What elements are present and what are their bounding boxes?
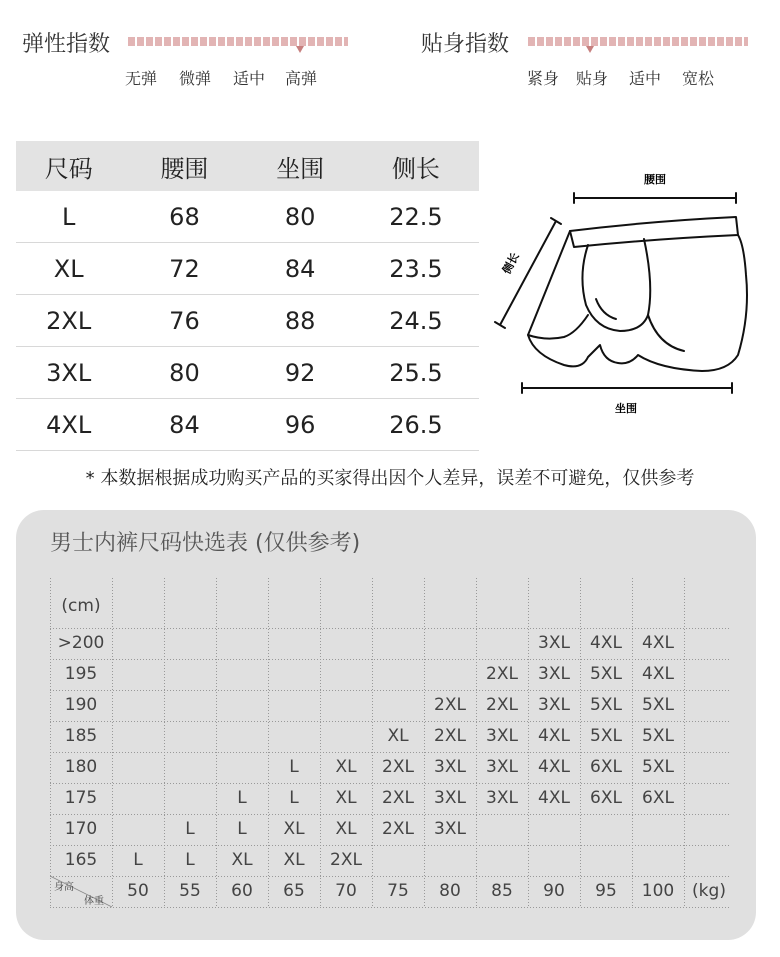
size-cell: 3XL bbox=[486, 788, 518, 808]
size-cell: 4XL bbox=[538, 757, 570, 777]
size-cell: 3XL bbox=[538, 633, 570, 653]
size-cell: 3XL bbox=[538, 695, 570, 715]
size-cell: L bbox=[185, 850, 195, 870]
fit-option: 紧身 bbox=[527, 69, 560, 88]
cell: 84 bbox=[247, 243, 352, 295]
height-label: 180 bbox=[64, 757, 98, 777]
size-selector-grid bbox=[50, 578, 730, 908]
size-cell: 4XL bbox=[642, 633, 674, 653]
size-cell: L bbox=[289, 757, 299, 777]
size-cell: 2XL bbox=[434, 726, 466, 746]
fit-marker-icon bbox=[586, 46, 594, 53]
size-cell: 3XL bbox=[434, 788, 466, 808]
size-cell: 2XL bbox=[486, 664, 518, 684]
size-cell: 5XL bbox=[642, 726, 674, 746]
size-cell: L bbox=[237, 788, 247, 808]
size-cell: XL bbox=[231, 850, 253, 870]
size-cell: XL bbox=[335, 788, 357, 808]
weight-label: 75 bbox=[387, 881, 409, 901]
table-row bbox=[16, 243, 479, 295]
elasticity-option: 无弹 bbox=[125, 69, 158, 88]
fit-option: 宽松 bbox=[682, 69, 715, 88]
cell: 80 bbox=[247, 191, 352, 243]
size-cell: L bbox=[133, 850, 143, 870]
size-cell: XL bbox=[387, 726, 409, 746]
corner-height-label: 身高 bbox=[54, 882, 74, 893]
elasticity-option: 高弹 bbox=[285, 69, 318, 88]
cell: 96 bbox=[247, 399, 352, 451]
cell: 84 bbox=[121, 399, 247, 451]
table-row bbox=[16, 399, 479, 451]
size-cell: 2XL bbox=[330, 850, 362, 870]
underwear-diagram bbox=[492, 165, 762, 425]
size-cell: 4XL bbox=[538, 788, 570, 808]
height-label: 185 bbox=[64, 726, 98, 746]
elasticity-title: 弹性指数 bbox=[22, 32, 111, 57]
weight-label: 80 bbox=[439, 881, 461, 901]
elasticity-option: 适中 bbox=[233, 69, 266, 88]
cell: 2XL bbox=[16, 295, 121, 347]
fit-option: 贴身 bbox=[576, 69, 609, 88]
cell: L bbox=[16, 191, 121, 243]
height-label: 165 bbox=[64, 850, 98, 870]
size-cell: 5XL bbox=[590, 726, 622, 746]
cell: 88 bbox=[247, 295, 352, 347]
size-cell: 5XL bbox=[642, 695, 674, 715]
elasticity-bar bbox=[128, 37, 348, 46]
size-cell: 3XL bbox=[486, 757, 518, 777]
elasticity-marker-icon bbox=[296, 46, 304, 53]
cell: 26.5 bbox=[353, 399, 479, 451]
header-side-length: 侧长 bbox=[353, 141, 479, 191]
weight-label: 50 bbox=[127, 881, 149, 901]
size-cell: XL bbox=[283, 819, 305, 839]
size-cell: L bbox=[237, 819, 247, 839]
size-table bbox=[16, 141, 479, 451]
size-cell: 2XL bbox=[382, 757, 414, 777]
size-cell: 6XL bbox=[642, 788, 674, 808]
table-row bbox=[16, 295, 479, 347]
cell: XL bbox=[16, 243, 121, 295]
disclaimer-note: * 本数据根据成功购买产品的买家得出因个人差异，误差不可避免，仅供参考 bbox=[85, 468, 695, 489]
size-cell: 3XL bbox=[434, 819, 466, 839]
size-cell: 3XL bbox=[486, 726, 518, 746]
height-label: 190 bbox=[64, 695, 98, 715]
size-selector-title: 男士内裤尺码快选表 (仅供参考) bbox=[50, 531, 361, 556]
size-cell: XL bbox=[335, 819, 357, 839]
size-cell: XL bbox=[335, 757, 357, 777]
height-unit: (cm) bbox=[61, 596, 101, 616]
waist-label: 腰围 bbox=[644, 173, 666, 186]
cell: 76 bbox=[121, 295, 247, 347]
size-cell: L bbox=[289, 788, 299, 808]
size-cell: 2XL bbox=[434, 695, 466, 715]
weight-label: 95 bbox=[595, 881, 617, 901]
weight-label: 100 bbox=[641, 881, 675, 901]
cell: 80 bbox=[121, 347, 247, 399]
size-cell: 3XL bbox=[434, 757, 466, 777]
table-row bbox=[16, 191, 479, 243]
weight-label: 65 bbox=[283, 881, 305, 901]
elasticity-option: 微弹 bbox=[179, 69, 212, 88]
size-cell: 2XL bbox=[382, 819, 414, 839]
header-size: 尺码 bbox=[16, 141, 121, 191]
cell: 23.5 bbox=[353, 243, 479, 295]
size-table-header bbox=[16, 141, 479, 191]
height-label: 175 bbox=[64, 788, 98, 808]
weight-label: 90 bbox=[543, 881, 565, 901]
height-label: 195 bbox=[64, 664, 98, 684]
size-cell: 5XL bbox=[590, 664, 622, 684]
weight-label: 60 bbox=[231, 881, 253, 901]
side-length-label: 侧长 bbox=[500, 250, 522, 277]
cell: 68 bbox=[121, 191, 247, 243]
fit-option: 适中 bbox=[629, 69, 662, 88]
cell: 22.5 bbox=[353, 191, 479, 243]
size-cell: 5XL bbox=[590, 695, 622, 715]
size-cell: 6XL bbox=[590, 757, 622, 777]
size-cell: L bbox=[185, 819, 195, 839]
cell: 25.5 bbox=[353, 347, 479, 399]
corner-weight-label: 体重 bbox=[84, 896, 104, 907]
size-cell: 2XL bbox=[486, 695, 518, 715]
size-cell: 2XL bbox=[382, 788, 414, 808]
size-cell: 4XL bbox=[590, 633, 622, 653]
table-row bbox=[16, 347, 479, 399]
header-hip: 坐围 bbox=[247, 141, 352, 191]
cell: 72 bbox=[121, 243, 247, 295]
size-cell: XL bbox=[283, 850, 305, 870]
size-cell: 6XL bbox=[590, 788, 622, 808]
hip-label: 坐围 bbox=[615, 402, 637, 415]
size-cell: 5XL bbox=[642, 757, 674, 777]
fit-title: 贴身指数 bbox=[421, 32, 510, 57]
header-waist: 腰围 bbox=[121, 141, 247, 191]
cell: 24.5 bbox=[353, 295, 479, 347]
size-cell: 4XL bbox=[642, 664, 674, 684]
weight-label: 85 bbox=[491, 881, 513, 901]
fit-bar bbox=[528, 37, 748, 46]
weight-label: 55 bbox=[179, 881, 201, 901]
weight-label: 70 bbox=[335, 881, 357, 901]
cell: 4XL bbox=[16, 399, 121, 451]
cell: 92 bbox=[247, 347, 352, 399]
cell: 3XL bbox=[16, 347, 121, 399]
height-label: >200 bbox=[57, 633, 105, 653]
size-cell: 3XL bbox=[538, 664, 570, 684]
weight-unit: (kg) bbox=[692, 881, 726, 901]
size-cell: 4XL bbox=[538, 726, 570, 746]
height-label: 170 bbox=[64, 819, 98, 839]
